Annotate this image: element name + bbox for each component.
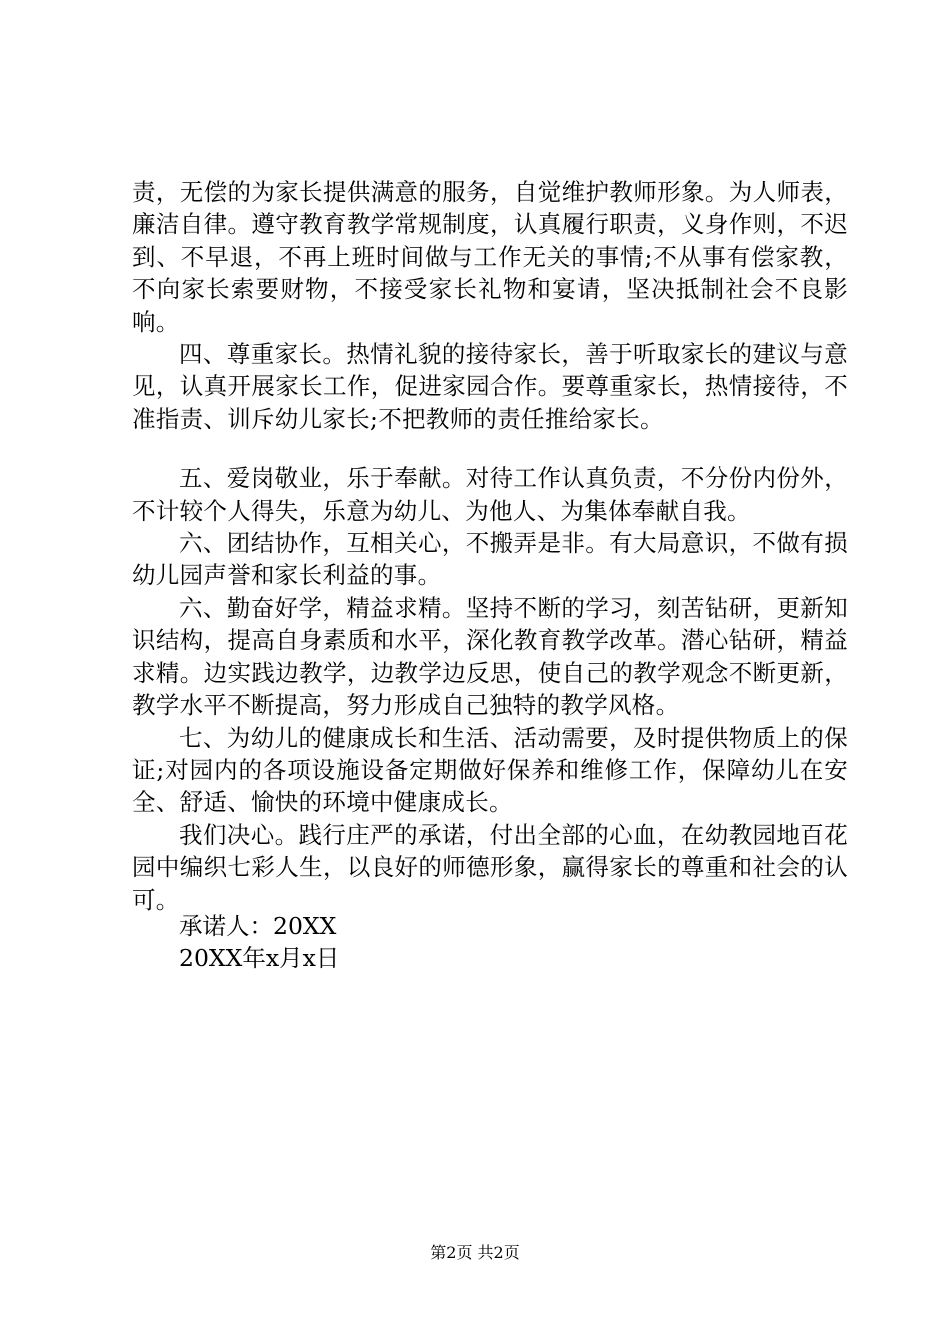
paragraph-resolution: 我们决心。践行庄严的承诺，付出全部的心血，在幼教园地百花园中编织七彩人生，以良好的师德形象，赢得家长的尊重和社会的认可。 [132,820,848,914]
paragraph-teamwork: 六、团结协作，互相关心，不搬弄是非。有大局意识，不做有损幼儿园声誉和家长利益的事。 [132,529,848,590]
date-line: 20XX年x月x日 [179,944,340,973]
paragraph-respect-parents: 四、尊重家长。热情礼貌的接待家长，善于听取家长的建议与意见，认真开展家长工作，促进家园合作。要尊重家长，热情接待，不准指责、训斥幼儿家长;不把教师的责任推给家长。 [132,340,848,433]
promiser-line: 承诺人：20XX [179,912,337,940]
paragraph-dedication: 五、爱岗敬业，乐于奉献。对待工作认真负责，不分份内份外，不计较个人得失，乐意为幼儿、为他人、为集体奉献自我。 [132,464,848,525]
page-number-footer: 第2页 共2页 [430,1243,520,1262]
paragraph-diligent-study: 六、勤奋好学，精益求精。坚持不断的学习，刻苦钻研，更新知识结构，提高自身素质和水平，深化教育教学改革。潜心钻研，精益求精。边实践边教学，边教学边反思，使自己的教学观念不断更新，教学水平不断提高，努力形成自己独特的教学风格。 [132,593,848,720]
document-body [132,176,848,916]
paragraph-child-safety: 七、为幼儿的健康成长和生活、活动需要，及时提供物质上的保证;对园内的各项设施设备定期做好保养和维修工作，保障幼儿在安全、舒适、愉快的环境中健康成长。 [132,723,848,817]
paragraph-continuation: 责，无偿的为家长提供满意的服务，自觉维护教师形象。为人师表，廉洁自律。遵守教育教学常规制度，认真履行职责，义身作则，不迟到、不早退，不再上班时间做与工作无关的事情;不从事有偿家教，不向家长索要财物，不接受家长礼物和宴请，坚决抵制社会不良影响。 [132,178,848,336]
signature-block [179,910,339,975]
